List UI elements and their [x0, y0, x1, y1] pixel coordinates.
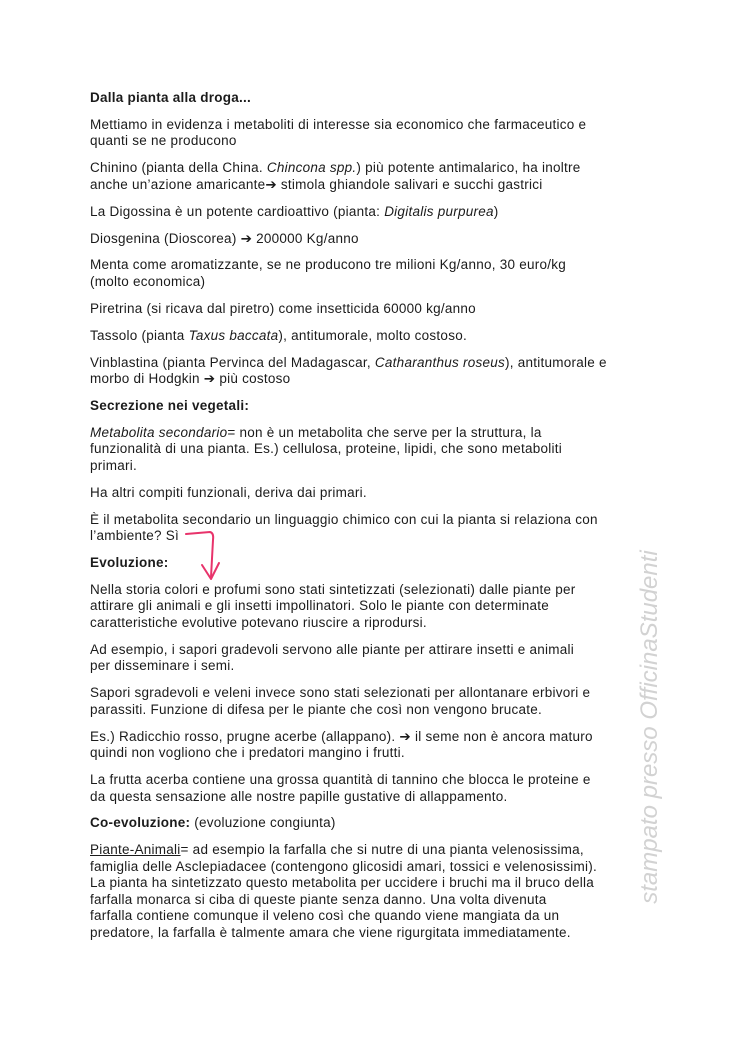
heading-subtitle: (evoluzione congiunta): [190, 815, 336, 831]
heading-secrezione: Secrezione nei vegetali:: [90, 398, 250, 414]
paragraph: [90, 485, 690, 502]
text-segment: La Digossina è un potente cardioattivo (pianta:: [90, 203, 385, 219]
text-segment: Chinino (pianta della China.: [90, 160, 267, 176]
text-segment: ), antitumorale, molto costoso.: [278, 327, 467, 343]
heading-coevoluzione: [90, 815, 690, 832]
paragraph: [90, 160, 690, 193]
section-heading: [90, 815, 690, 832]
paragraph-line: Ha altri compiti funzionali, deriva dai primari.: [90, 484, 367, 500]
paragraph-line: quanti se ne producono: [90, 133, 237, 149]
paragraph-line: famiglia delle Asclepiadacee (contengono glicosidi amari, tossici e velenosissimi).: [90, 858, 597, 874]
paragraph: [90, 257, 690, 290]
paragraph: [90, 842, 690, 941]
paragraph-line: l’ambiente? Sì: [90, 528, 180, 544]
paragraph-line: [90, 160, 690, 177]
paragraph-line: [90, 842, 690, 859]
text-segment: ) più potente antimalarico, ha inoltre: [356, 160, 581, 176]
paragraph-line: [90, 328, 690, 345]
text-segment: ), antitumorale e: [505, 354, 607, 370]
paragraph: [90, 582, 690, 632]
heading-evoluzione: Evoluzione:: [90, 555, 169, 571]
paragraph-line: funzionalità di una pianta. Es.) cellulosa, proteine, lipidi, che sono metaboliti: [90, 441, 563, 457]
paragraph: [90, 204, 690, 221]
italic-term: Metabolita secondario: [90, 424, 228, 440]
paragraph: [90, 512, 690, 545]
italic-term: Digitalis purpurea: [384, 203, 494, 219]
heading-bold-text: Co-evoluzione:: [90, 815, 191, 831]
paragraph: [90, 301, 690, 318]
watermark-text: stampato presso OfficinaStudenti: [636, 550, 663, 904]
paragraph-line: La frutta acerba contiene una grossa quantità di tannino che blocca le proteine e: [90, 772, 591, 788]
paragraph-line: anche un’azione amaricante➔ stimola ghiandole salivari e succhi gastrici: [90, 176, 543, 192]
paragraph-line: primari.: [90, 457, 138, 473]
paragraph-line: Menta come aromatizzante, se ne producono tre milioni Kg/anno, 30 euro/kg: [90, 257, 567, 273]
paragraph-line: Diosgenina (Dioscorea) ➔ 200000 Kg/anno: [90, 230, 359, 246]
section-heading: [90, 555, 690, 572]
paragraph-line: quindi non vogliono che i predatori mangino i frutti.: [90, 745, 405, 761]
text-segment: Vinblastina (pianta Pervinca del Madagascar,: [90, 354, 375, 370]
section-heading: [90, 90, 690, 107]
paragraph: [90, 642, 690, 675]
paragraph-line: Mettiamo in evidenza i metaboliti di interesse sia economico che farmaceutico e: [90, 116, 587, 132]
text-segment: ): [493, 203, 499, 219]
paragraph-line: morbo di Hodgkin ➔ più costoso: [90, 371, 291, 387]
italic-term: Taxus baccata: [188, 327, 279, 343]
paragraph-line: La pianta ha sintetizzato questo metabolita per uccidere i bruchi ma il bruco della: [90, 875, 595, 891]
text-segment: Tassolo (pianta: [90, 327, 189, 343]
paragraph: [90, 117, 690, 150]
paragraph-line: Nella storia colori e profumi sono stati sintetizzati (selezionati) dalle piante per: [90, 581, 576, 597]
paragraph-line: Piretrina (si ricava dal piretro) come insetticida 60000 kg/anno: [90, 300, 476, 316]
paragraph: [90, 328, 690, 345]
text-segment: = ad esempio la farfalla che si nutre di una pianta velenosissima,: [180, 842, 584, 858]
paragraph-line: È il metabolita secondario un linguaggio chimico con cui la pianta si relaziona con: [90, 511, 598, 527]
paragraph-line: Sapori sgradevoli e veleni invece sono stati selezionati per allontanare erbivori e: [90, 685, 591, 701]
paragraph-line: da questa sensazione alle nostre papille gustative di allappamento.: [90, 788, 508, 804]
paragraph-line: (molto economica): [90, 273, 206, 289]
italic-term: Catharanthus roseus: [374, 354, 505, 370]
paragraph: [90, 729, 690, 762]
paragraph: [90, 231, 690, 248]
underlined-term: Piante-Animali: [90, 842, 181, 858]
paragraph-line: per disseminare i semi.: [90, 658, 235, 674]
paragraph-line: [90, 355, 690, 372]
paragraph-line: attirare gli animali e gli insetti impollinatori. Solo le piante con determinate: [90, 598, 549, 614]
paragraph-line: Es.) Radicchio rosso, prugne acerbe (allappano). ➔ il seme non è ancora maturo: [90, 728, 593, 744]
paragraph-line: [90, 204, 690, 221]
paragraph: [90, 685, 690, 718]
paragraph: [90, 355, 690, 388]
section-heading: [90, 398, 690, 415]
text-segment: = non è un metabolita che serve per la struttura, la: [227, 424, 542, 440]
paragraph-line: [90, 425, 690, 442]
paragraph: [90, 425, 690, 475]
document-page: [90, 90, 690, 952]
paragraph-line: farfalla contiene comunque il veleno così che quando viene mangiata da un: [90, 908, 560, 924]
paragraph-line: Ad esempio, i sapori gradevoli servono alle piante per attirare insetti e animali: [90, 641, 574, 657]
italic-term: Chincona spp.: [266, 160, 357, 176]
page-title: Dalla pianta alla droga...: [90, 90, 252, 105]
paragraph-line: farfalla monarca si ciba di queste piante senza danno. Una volta divenuta: [90, 891, 547, 907]
paragraph-line: caratteristiche evolutive potevano riuscire a riprodursi.: [90, 614, 427, 630]
paragraph-line: parassiti. Funzione di difesa per le piante che così non vengono brucate.: [90, 701, 543, 717]
paragraph-line: predatore, la farfalla è talmente amara che viene rigurgitata immediatamente.: [90, 924, 571, 940]
paragraph: [90, 772, 690, 805]
